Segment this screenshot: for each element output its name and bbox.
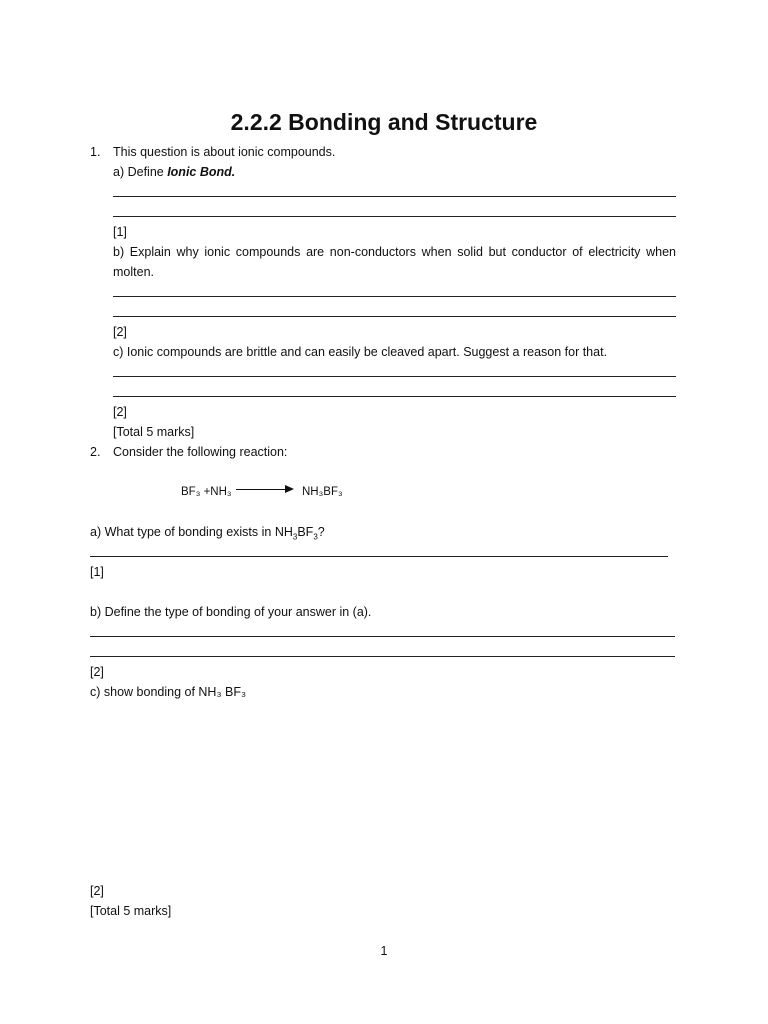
q1a-marks: [1] [113,225,127,239]
q1b-question-line1: b) Explain why ionic compounds are non-conductors when solid but conductor of electricity when [113,245,676,259]
answer-line[interactable] [90,636,675,637]
q1c-question: c) Ionic compounds are brittle and can easily be cleaved apart. Suggest a reason for that. [113,345,608,359]
q1a-question [113,164,235,180]
reaction-reactants: BF₃ +NH₃ [181,486,232,498]
reaction-product: NH₃BF₃ [302,486,343,498]
q2b-marks: [2] [90,665,104,679]
page-number: 1 [380,944,388,958]
q2a-question [90,524,325,546]
answer-line[interactable] [113,316,676,317]
q1-number: 1. [90,145,101,159]
q2a-text: a) What type of bonding exists in NH [90,525,293,539]
answer-line[interactable] [113,296,676,297]
q2-intro: Consider the following reaction: [113,445,288,459]
answer-line[interactable] [113,196,676,197]
q2a-marks: [1] [90,565,104,579]
page-title: 2.2.2 Bonding and Structure [230,109,538,135]
reaction-arrow-icon [236,489,288,490]
q1b-question-line2: molten. [113,265,154,279]
q1a-term: Ionic Bond. [167,165,236,179]
arrow-head-icon [285,485,294,493]
answer-line[interactable] [90,656,675,657]
q1c-marks: [2] [113,405,127,419]
drawing-answer-area[interactable] [90,704,676,874]
q2c-question: c) show bonding of NH₃ BF₃ [90,685,247,699]
q2-total-marks: [Total 5 marks] [90,904,172,918]
q1-total-marks: [Total 5 marks] [113,425,195,439]
q1a-prefix: a) Define [113,165,168,179]
answer-line[interactable] [113,376,676,377]
q2a-end: ? [317,525,325,539]
q1-intro: This question is about ionic compounds. [113,145,336,159]
answer-line[interactable] [113,396,676,397]
q2b-question: b) Define the type of bonding of your answer in (a). [90,605,372,619]
q2a-mid: BF [297,525,314,539]
q2a-subscript: 3 [292,532,298,542]
q2a-subscript: 3 [313,532,318,542]
q2c-marks: [2] [90,884,104,898]
q1b-marks: [2] [113,325,127,339]
q2-number: 2. [90,445,101,459]
answer-line[interactable] [113,216,676,217]
answer-line[interactable] [90,556,668,557]
